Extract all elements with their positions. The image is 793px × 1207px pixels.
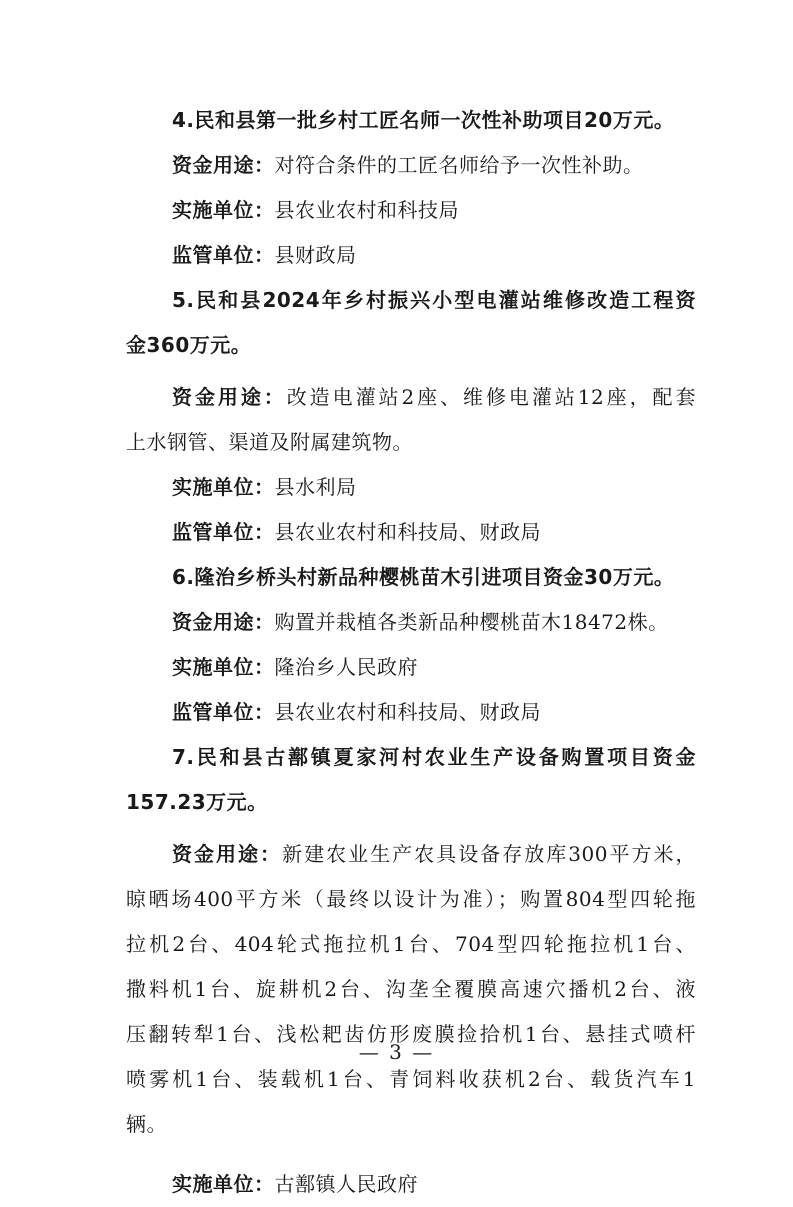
item-6-impl-label: 实施单位： — [172, 655, 275, 679]
item-4-use-text: 对符合条件的工匠名师给予一次性补助。 — [274, 153, 644, 177]
item-4-sup — [126, 233, 696, 278]
item-4-sup-label: 监管单位： — [172, 243, 275, 267]
item-7-use-line7: 辆。 — [126, 1112, 167, 1136]
item-6-use-label: 资金用途： — [172, 610, 275, 634]
item-4-use-label: 资金用途： — [172, 153, 275, 177]
item-5-impl-label: 实施单位： — [172, 475, 275, 499]
item-7-use-line1: 新建农业生产农具设备存放库300平方米， — [282, 842, 696, 866]
item-7-use-line2: 晾晒场400平方米（最终以设计为准）；购置804型四轮拖 — [126, 887, 696, 911]
item-5-sup-label: 监管单位： — [172, 520, 275, 544]
item-5-sup-text: 县农业农村和科技局、财政局 — [274, 520, 541, 544]
item-5-use-label: 资金用途： — [172, 385, 287, 409]
item-6-sup — [126, 690, 696, 735]
item-4-use — [126, 143, 696, 188]
item-4-title: 4.民和县第一批乡村工匠名师一次性补助项目20万元。 — [172, 108, 675, 132]
item-6-impl — [126, 645, 696, 690]
item-5-sup — [126, 510, 696, 555]
item-6-use-text: 购置并栽植各类新品种樱桃苗木18472株。 — [274, 610, 669, 634]
item-4-impl-text: 县农业农村和科技局 — [274, 198, 459, 222]
item-7-title-line1: 7.民和县古鄯镇夏家河村农业生产设备购置项目资金 — [172, 745, 696, 769]
item-6-sup-text: 县农业农村和科技局、财政局 — [274, 700, 541, 724]
item-5-use — [126, 375, 696, 420]
item-7-use-line6: 喷雾机1台、装载机1台、青饲料收获机2台、载货汽车1 — [126, 1067, 696, 1091]
item-7-use — [126, 832, 696, 877]
item-6-title: 6.隆治乡桥头村新品种樱桃苗木引进项目资金30万元。 — [172, 565, 675, 589]
item-5-impl — [126, 465, 696, 510]
item-7-use-line4: 撒料机1台、旋耕机2台、沟垄全覆膜高速穴播机2台、液 — [126, 977, 696, 1001]
item-4-impl — [126, 188, 696, 233]
page-number: — 3 — — [358, 1040, 435, 1064]
item-7-impl-text: 古鄯镇人民政府 — [274, 1172, 418, 1196]
item-5-use-line2: 上水钢管、渠道及附属建筑物。 — [126, 430, 413, 454]
item-5-title-line2: 金360万元。 — [126, 333, 252, 357]
item-7-impl-label: 实施单位： — [172, 1172, 275, 1196]
item-5-impl-text: 县水利局 — [274, 475, 357, 499]
item-5-use-line1: 改造电灌站2座、维修电灌站12座，配套 — [286, 385, 696, 409]
item-7-use-line3: 拉机2台、404轮式拖拉机1台、704型四轮拖拉机1台、 — [126, 932, 696, 956]
item-6-impl-text: 隆治乡人民政府 — [274, 655, 418, 679]
item-5-title-line1: 5.民和县2024年乡村振兴小型电灌站维修改造工程资 — [172, 288, 696, 312]
item-7-title-line2: 157.23万元。 — [126, 790, 268, 814]
item-7-use-line5: 压翻转犁1台、浅松耙齿仿形废膜捡拾机1台、悬挂式喷杆 — [126, 1022, 696, 1046]
item-6-use — [126, 600, 696, 645]
item-4-sup-text: 县财政局 — [274, 243, 357, 267]
item-7-use-label: 资金用途： — [172, 842, 283, 866]
item-7-impl — [126, 1162, 696, 1207]
item-6-sup-label: 监管单位： — [172, 700, 275, 724]
item-4-impl-label: 实施单位： — [172, 198, 275, 222]
